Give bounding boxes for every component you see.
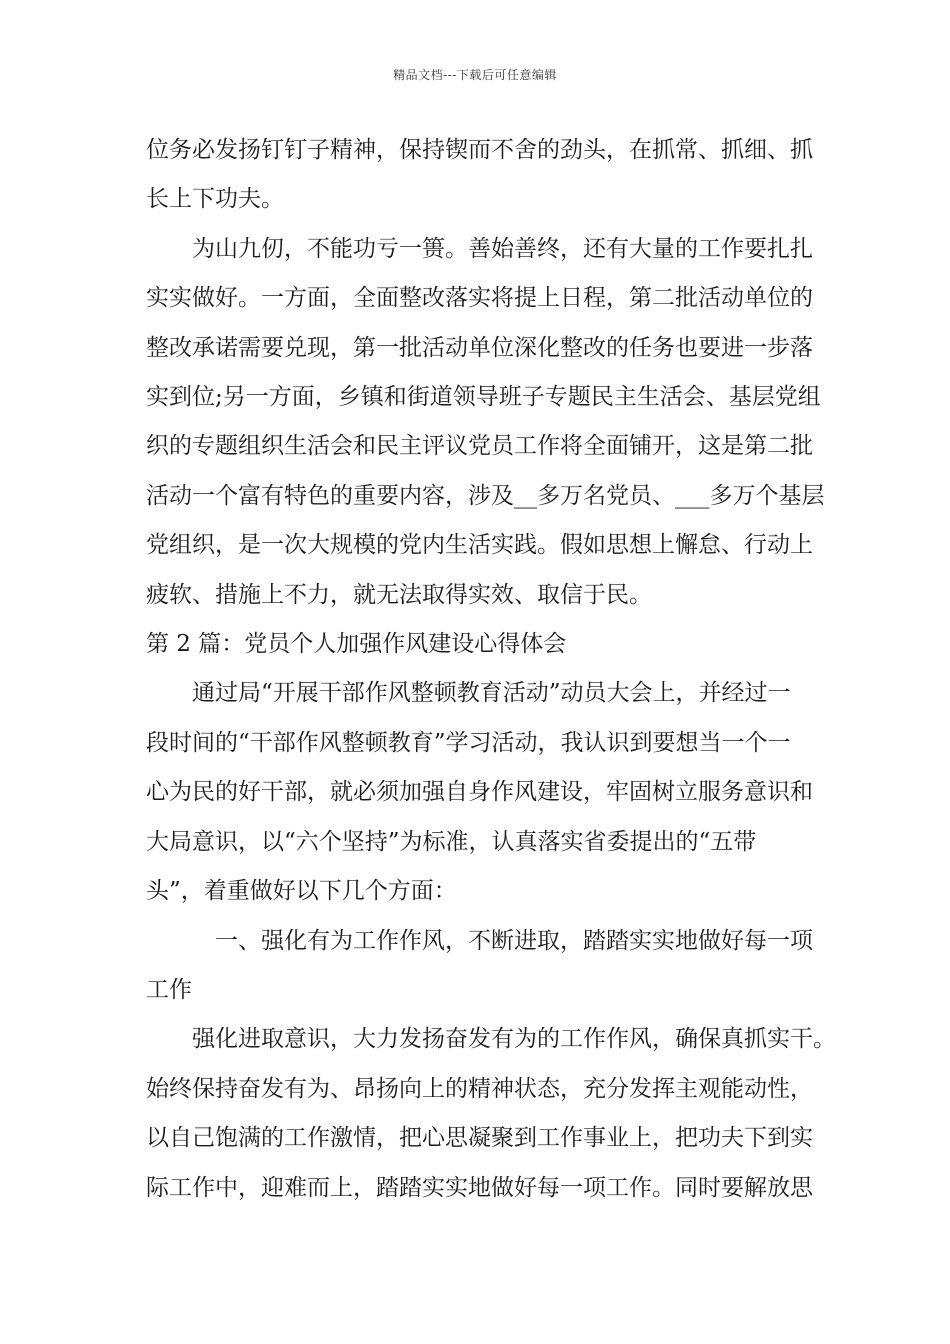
text-line: 活动一个富有特色的重要内容，涉及__多万名党员、___多万个基层 [146,482,825,509]
text-line: 疲软、措施上不力，就无法取得实效、取信于民。 [146,581,652,608]
text-line: 位务必发扬钉钉子精神，保持锲而不舍的劲头，在抓常、抓细、抓 [146,137,813,163]
text-line: 织的专题组织生活会和民主评议党员工作将全面铺开，这是第二批 [146,433,813,460]
text-line: 实实做好。一方面，全面整改落实将提上日程，第二批活动单位的 [146,285,813,312]
text-line: 工作 [146,976,192,1003]
text-line: 党组织，是一次大规模的党内生活实践。假如思想上懈怠、行动上 [146,532,813,559]
text-line: 心为民的好干部，就必须加强自身作风建设，牢固树立服务意识和 [146,779,813,806]
text-line: 段时间的“干部作风整顿教育”学习活动，我认识到要想当一个一 [146,729,791,756]
text-line: 大局意识，以“六个坚持”为标准，认真落实省委提出的“五带 [146,828,757,855]
text-line: 头”，着重做好以下几个方面： [146,878,457,905]
text-line: 实到位;另一方面，乡镇和街道领导班子专题民主生活会、基层党组 [146,384,821,411]
paragraph-start: 强化进取意识，大力发扬奋发有为的工作作风，确保真抓实干。 [192,1026,836,1053]
text-line: 际工作中，迎难而上，踏踏实实地做好每一项工作。同时要解放思 [146,1174,813,1201]
document-body [146,126,836,1213]
paragraph-start: 为山九仞，不能功亏一篑。善始善终，还有大量的工作要扎扎 [192,235,813,262]
text-line: 始终保持奋发有为、昂扬向上的精神状态，充分发挥主观能动性， [146,1075,813,1102]
page-header: 精品文档---下载后可任意编辑 [393,68,557,82]
text-line: 长上下功夫。 [146,186,284,213]
paragraph-start: 通过局“开展干部作风整顿教育活动”动员大会上，并经过一 [192,680,791,707]
subheading: 一、强化有为工作作风，不断进取，踏踏实实地做好每一项 [215,927,813,954]
text-line: 整改承诺需要兑现，第一批活动单位深化整改的任务也要进一步落 [146,334,813,361]
section-heading: 第 2 篇：党员个人加强作风建设心得体会 [146,631,567,658]
text-line: 以自己饱满的工作激情，把心思凝聚到工作事业上，把功夫下到实 [146,1125,813,1152]
